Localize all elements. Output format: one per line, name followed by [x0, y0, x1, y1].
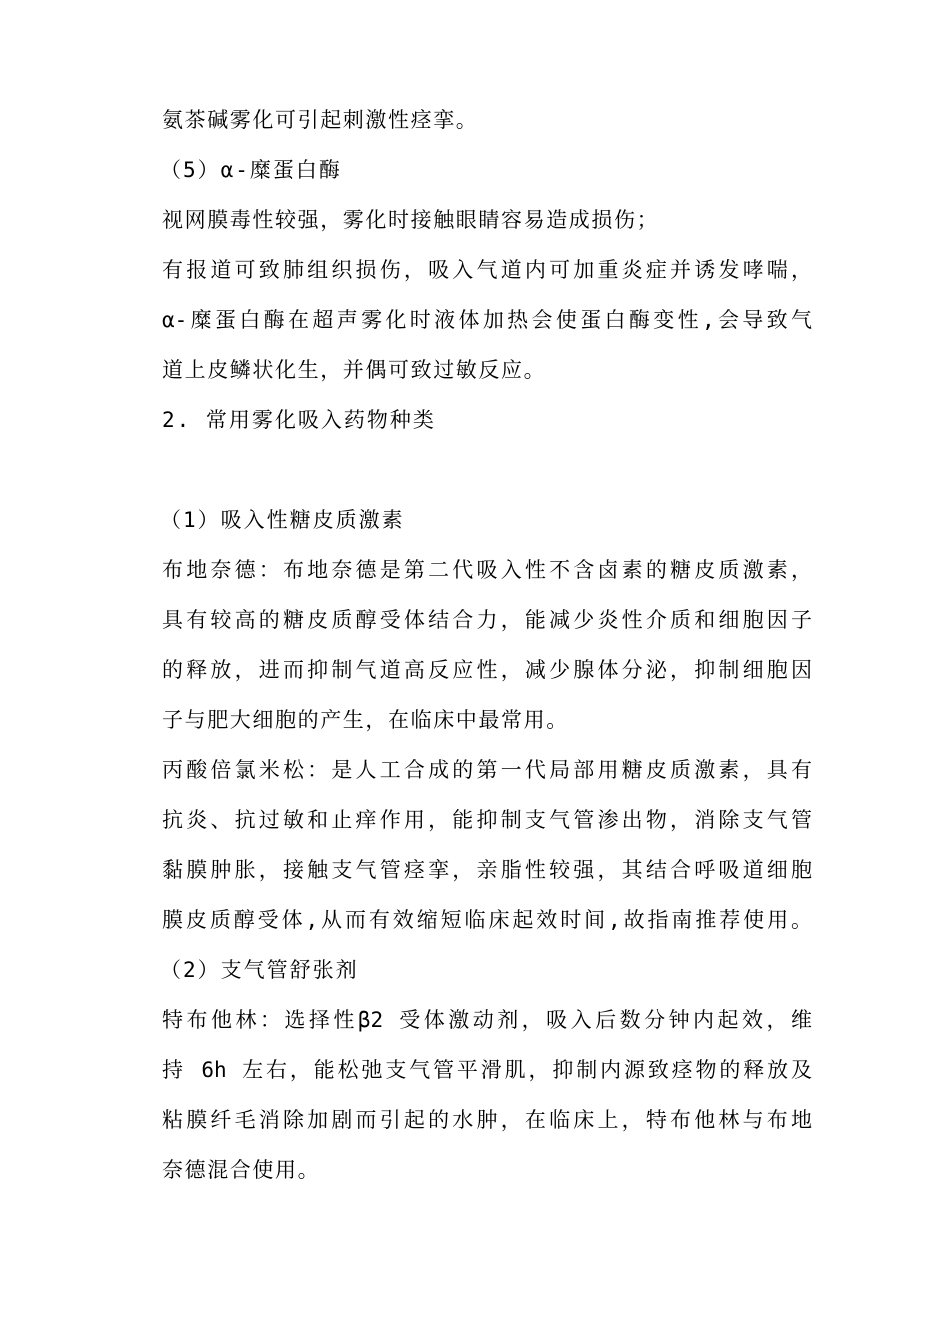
text-line: 抗炎、抗过敏和止痒作用，能抑制支气管渗出物，消除支气管: [162, 808, 812, 832]
subsection-heading: （5）α-糜蛋白酶: [160, 158, 342, 182]
text-line: 膜皮质醇受体,从而有效缩短临床起效时间,故指南推荐使用。: [162, 908, 812, 932]
text-line: α-糜蛋白酶在超声雾化时液体加热会使蛋白酶变性,会导致气: [162, 308, 812, 332]
subsection-heading: （1）吸入性糖皮质激素: [160, 508, 405, 532]
text-line: 持 6h 左右，能松弛支气管平滑肌，抑制内源致痉物的释放及: [162, 1058, 812, 1082]
text-line: 具有较高的糖皮质醇受体结合力，能减少炎性介质和细胞因子: [162, 608, 812, 632]
text-line: 丙酸倍氯米松：是人工合成的第一代局部用糖皮质激素，具有: [162, 758, 812, 782]
section-heading: 2. 常用雾化吸入药物种类: [162, 408, 436, 432]
text-line: 黏膜肿胀，接触支气管痉挛，亲脂性较强，其结合呼吸道细胞: [162, 858, 812, 882]
text-line: 布地奈德：布地奈德是第二代吸入性不含卤素的糖皮质激素，: [162, 558, 812, 582]
text-line: 氨茶碱雾化可引起刺激性痉挛。: [162, 108, 479, 132]
text-line: 的释放，进而抑制气道高反应性，减少腺体分泌，抑制细胞因: [162, 658, 812, 682]
text-line: 视网膜毒性较强，雾化时接触眼睛容易造成损伤；: [162, 208, 660, 232]
text-line: 特布他林：选择性β2 受体激动剂，吸入后数分钟内起效，维: [162, 1008, 812, 1032]
text-line: 道上皮鳞状化生，并偶可致过敏反应。: [162, 358, 547, 382]
text-line: 粘膜纤毛消除加剧而引起的水肿，在临床上，特布他林与布地: [162, 1108, 812, 1132]
subsection-heading: （2）支气管舒张剂: [160, 958, 359, 982]
text-line: 有报道可致肺组织损伤，吸入气道内可加重炎症并诱发哮喘，: [162, 258, 812, 282]
text-line: 奈德混合使用。: [162, 1158, 321, 1182]
text-line: 子与肥大细胞的产生，在临床中最常用。: [162, 708, 569, 732]
